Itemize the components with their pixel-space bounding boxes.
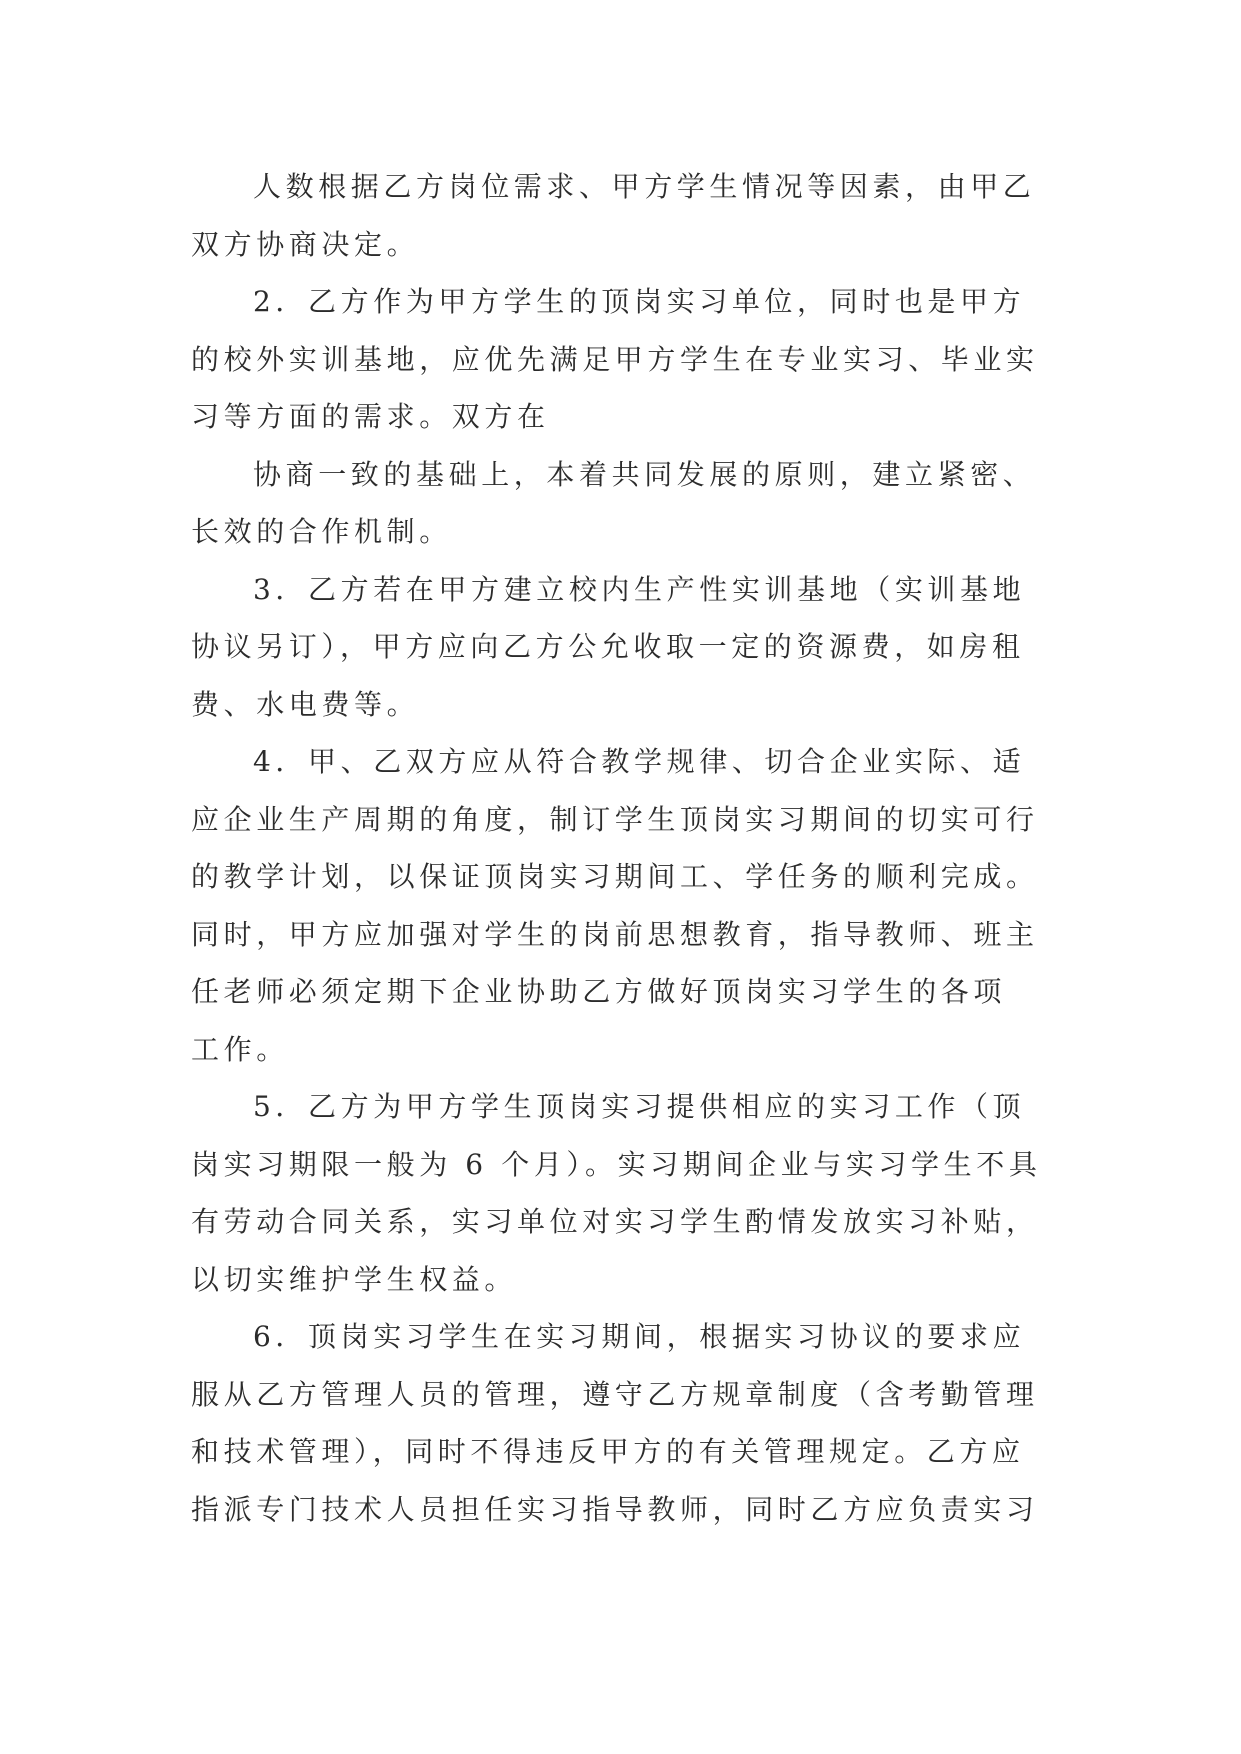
- text-line: 同时，甲方应加强对学生的岗前思想教育，指导教师、班主: [191, 917, 1039, 951]
- text-line: 4．甲、乙双方应从符合教学规律、切合企业实际、适: [253, 745, 1026, 778]
- text-line: 协议另订），甲方应向乙方公允收取一定的资源费，如房租: [191, 630, 1025, 663]
- text-line: 人数根据乙方岗位需求、甲方学生情况等因素，由甲乙: [253, 170, 1036, 203]
- text-line: 以切实维护学生权益。: [191, 1262, 518, 1296]
- text-line: 协商一致的基础上，本着共同发展的原则，建立紧密、: [253, 457, 1036, 491]
- text-line: 长效的合作机制。: [191, 515, 452, 548]
- text-line: 指派专门技术人员担任实习指导教师，同时乙方应负责实习: [191, 1492, 1039, 1526]
- text-line: 服从乙方管理人员的管理，遵守乙方规章制度（含考勤管理: [191, 1377, 1039, 1411]
- text-line: 应企业生产周期的角度，制订学生顶岗实习期间的切实可行: [191, 802, 1039, 836]
- text-line: 工作。: [191, 1032, 289, 1066]
- text-line: 费、水电费等。: [191, 687, 420, 721]
- text-line: 有劳动合同关系，实习单位对实习学生酌情发放实习补贴，: [191, 1205, 1039, 1238]
- text-line: 和技术管理），同时不得违反甲方的有关管理规定。乙方应: [191, 1435, 1025, 1468]
- text-line: 任老师必须定期下企业协助乙方做好顶岗实习学生的各项: [191, 975, 1007, 1008]
- text-line: 双方协商决定。: [191, 227, 420, 261]
- text-line: 5．乙方为甲方学生顶岗实习提供相应的实习工作（顶: [253, 1090, 1026, 1123]
- body-text: [191, 158, 1051, 1538]
- text-line: 的教学计划，以保证顶岗实习期间工、学任务的顺利完成。: [191, 860, 1039, 893]
- text-line: 岗实习期限一般为 6 个月）。实习期间企业与实习学生不具: [191, 1147, 1042, 1181]
- text-line: 6．顶岗实习学生在实习期间，根据实习协议的要求应: [253, 1320, 1026, 1353]
- text-line: 3．乙方若在甲方建立校内生产性实训基地（实训基地: [253, 572, 1026, 606]
- text-line: 的校外实训基地，应优先满足甲方学生在专业实习、毕业实: [191, 342, 1039, 376]
- text-line: 习等方面的需求。双方在: [191, 400, 550, 433]
- text-line: 2．乙方作为甲方学生的顶岗实习单位，同时也是甲方: [253, 285, 1026, 318]
